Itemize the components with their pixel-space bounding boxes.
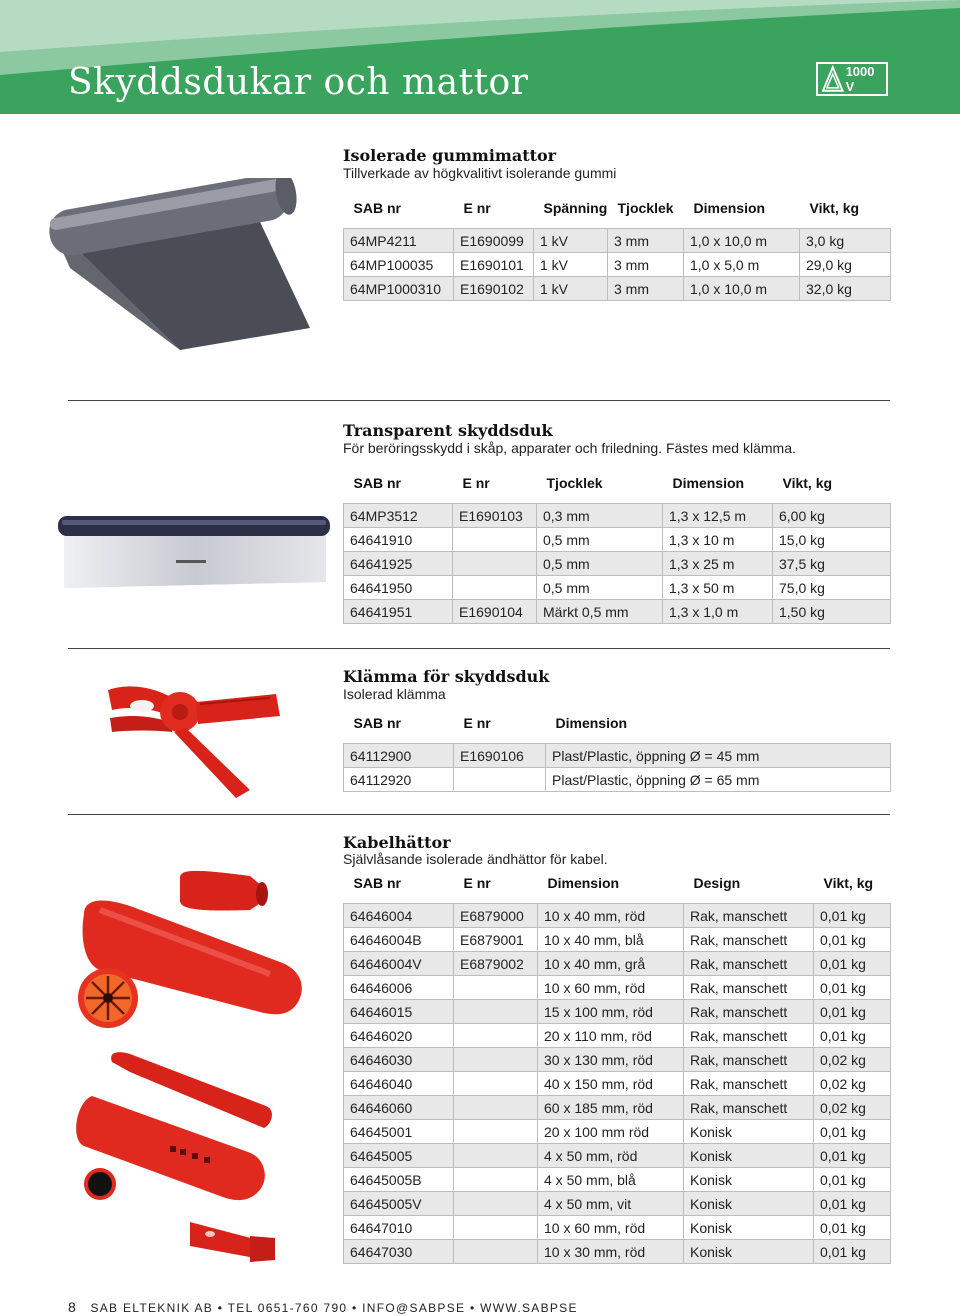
table-cell: 10 x 40 mm, röd	[538, 904, 684, 928]
table-cell	[454, 1144, 538, 1168]
table-cell: 64646040	[344, 1072, 454, 1096]
table-row	[344, 1024, 891, 1048]
voltage-label: 1000 V	[845, 64, 875, 94]
table-cell	[454, 768, 546, 792]
table-cell: Märkt 0,5 mm	[537, 600, 663, 624]
table-cell: Rak, manschett	[684, 904, 814, 928]
table-cell: 1,50 kg	[773, 600, 891, 624]
table-cell: 3,0 kg	[800, 229, 891, 253]
column-header: Vikt, kg	[809, 200, 860, 216]
table-cell: Rak, manschett	[684, 1000, 814, 1024]
table-cell: 0,01 kg	[814, 1000, 891, 1024]
spec-table-gummimattor	[343, 200, 891, 301]
table-row	[344, 277, 891, 301]
table-cell: 0,01 kg	[814, 1168, 891, 1192]
table-cell: 1,0 x 10,0 m	[684, 229, 800, 253]
table-cell: 10 x 30 mm, röd	[538, 1240, 684, 1264]
table-cell	[454, 1168, 538, 1192]
page-title: Skyddsdukar och mattor	[68, 62, 529, 103]
table-cell: E1690102	[454, 277, 534, 301]
table-cell: Rak, manschett	[684, 928, 814, 952]
table-cell: 3 mm	[608, 277, 684, 301]
table-row	[344, 229, 891, 253]
table-cell	[454, 1120, 538, 1144]
rubber-mat-image	[30, 178, 320, 356]
table-row	[344, 1168, 891, 1192]
column-header: Tjocklek	[546, 475, 603, 491]
column-header: Vikt, kg	[782, 475, 833, 491]
table-row	[344, 576, 891, 600]
table-cell	[453, 528, 537, 552]
table-cell	[454, 1216, 538, 1240]
table-cell	[453, 552, 537, 576]
section-title-skyddsduk: Transparent skyddsduk	[343, 421, 553, 440]
table-cell: 64112920	[344, 768, 454, 792]
table-cell	[454, 1000, 538, 1024]
table-cell: 64646004V	[344, 952, 454, 976]
table-cell: 0,02 kg	[814, 1072, 891, 1096]
table-cell: 64MP4211	[344, 229, 454, 253]
table-row	[344, 976, 891, 1000]
table-cell	[454, 1192, 538, 1216]
table-row	[344, 904, 891, 928]
table-cell: 64646060	[344, 1096, 454, 1120]
table-row	[344, 1144, 891, 1168]
table-row	[344, 1216, 891, 1240]
table-row	[344, 1072, 891, 1096]
table-cell: 64641910	[344, 528, 453, 552]
table-row	[344, 1000, 891, 1024]
spec-table-kabelhattor	[343, 875, 891, 1264]
table-cell: 64641925	[344, 552, 453, 576]
table-cell: 0,5 mm	[537, 576, 663, 600]
table-cell: 0,3 mm	[537, 504, 663, 528]
table-cell	[454, 976, 538, 1000]
table-cell: Konisk	[684, 1120, 814, 1144]
table-cell: 1,3 x 25 m	[663, 552, 773, 576]
table-cell: Rak, manschett	[684, 952, 814, 976]
table-cell: 0,02 kg	[814, 1096, 891, 1120]
table-cell: E1690104	[453, 600, 537, 624]
column-header: Dimension	[693, 200, 766, 216]
table-cell: 75,0 kg	[773, 576, 891, 600]
section-title-gummimattor: Isolerade gummimattor	[343, 146, 557, 165]
table-row	[344, 528, 891, 552]
table-row	[344, 768, 891, 792]
table-row	[344, 928, 891, 952]
column-header: E nr	[463, 200, 491, 216]
table-cell: 64645005B	[344, 1168, 454, 1192]
table-cell: 1,3 x 12,5 m	[663, 504, 773, 528]
table-cell: E1690101	[454, 253, 534, 277]
table-cell: 0,01 kg	[814, 1192, 891, 1216]
table-cell: 15 x 100 mm, röd	[538, 1000, 684, 1024]
table-cell: 10 x 60 mm, röd	[538, 976, 684, 1000]
table-cell: Plast/Plastic, öppning Ø = 45 mm	[546, 744, 891, 768]
table-cell: 64646004	[344, 904, 454, 928]
table-cell: 64MP1000310	[344, 277, 454, 301]
section-divider	[68, 400, 890, 401]
table-row	[344, 1192, 891, 1216]
table-row	[344, 504, 891, 528]
table-cell: E1690099	[454, 229, 534, 253]
table-cell: 30 x 130 mm, röd	[538, 1048, 684, 1072]
table-cell: 64646030	[344, 1048, 454, 1072]
section-subtitle-kabelhattor: Självlåsande isolerade ändhättor för kabel.	[343, 851, 608, 867]
table-cell: Konisk	[684, 1192, 814, 1216]
table-cell: 40 x 150 mm, röd	[538, 1072, 684, 1096]
column-header: Spänning	[543, 200, 608, 216]
table-cell: 32,0 kg	[800, 277, 891, 301]
table-cell: 0,01 kg	[814, 952, 891, 976]
table-row	[344, 1240, 891, 1264]
table-cell: 20 x 110 mm, röd	[538, 1024, 684, 1048]
table-cell: E1690106	[454, 744, 546, 768]
kabelhattor-table-body	[344, 904, 891, 1264]
table-cell: Konisk	[684, 1240, 814, 1264]
table-cell: 0,01 kg	[814, 1120, 891, 1144]
table-cell: 1 kV	[534, 229, 608, 253]
table-cell: 29,0 kg	[800, 253, 891, 277]
table-cell: 0,01 kg	[814, 1024, 891, 1048]
table-cell: Konisk	[684, 1168, 814, 1192]
table-cell: E1690103	[453, 504, 537, 528]
table-cell	[454, 1096, 538, 1120]
table-cell: 64MP100035	[344, 253, 454, 277]
column-header: SAB nr	[353, 475, 401, 491]
table-cell: 64641950	[344, 576, 453, 600]
table-cell: 37,5 kg	[773, 552, 891, 576]
section-title-klamma: Klämma för skyddsduk	[343, 667, 550, 686]
cable-caps-image	[70, 866, 335, 1271]
table-cell	[454, 1072, 538, 1096]
transparent-sheet-image	[58, 508, 330, 590]
section-subtitle-skyddsduk: För beröringsskydd i skåp, apparater och friledning. Fästes med klämma.	[343, 440, 796, 456]
table-cell: 10 x 40 mm, blå	[538, 928, 684, 952]
table-cell: 64645005	[344, 1144, 454, 1168]
column-header: E nr	[463, 875, 491, 891]
table-row	[344, 952, 891, 976]
table-cell: 1,0 x 5,0 m	[684, 253, 800, 277]
page-number: 8	[68, 1299, 76, 1315]
table-cell: 60 x 185 mm, röd	[538, 1096, 684, 1120]
footer-contact: SAB ELTEKNIK AB • TEL 0651-760 790 • INFO@SABPSE • WWW.SABPSE	[90, 1301, 578, 1315]
table-cell: 64MP3512	[344, 504, 453, 528]
table-cell: 0,5 mm	[537, 552, 663, 576]
column-header: Design	[693, 875, 741, 891]
table-cell: 64645001	[344, 1120, 454, 1144]
table-cell	[454, 1048, 538, 1072]
column-header: Dimension	[672, 475, 745, 491]
column-header: Vikt, kg	[823, 875, 874, 891]
table-cell: 15,0 kg	[773, 528, 891, 552]
table-row	[344, 253, 891, 277]
table-row	[344, 1096, 891, 1120]
table-cell: 64646015	[344, 1000, 454, 1024]
table-cell: 64647010	[344, 1216, 454, 1240]
table-cell: 1,3 x 1,0 m	[663, 600, 773, 624]
table-cell: 4 x 50 mm, röd	[538, 1144, 684, 1168]
table-cell: Rak, manschett	[684, 1024, 814, 1048]
table-cell: Rak, manschett	[684, 976, 814, 1000]
page-footer	[68, 1299, 578, 1315]
column-header: SAB nr	[353, 200, 401, 216]
table-cell: E6879001	[454, 928, 538, 952]
table-cell: 0,02 kg	[814, 1048, 891, 1072]
table-cell: 1,3 x 50 m	[663, 576, 773, 600]
table-cell: E6879000	[454, 904, 538, 928]
table-cell: Plast/Plastic, öppning Ø = 65 mm	[546, 768, 891, 792]
table-cell: 3 mm	[608, 229, 684, 253]
table-cell: Konisk	[684, 1216, 814, 1240]
table-cell: 10 x 60 mm, röd	[538, 1216, 684, 1240]
table-cell: 64646006	[344, 976, 454, 1000]
table-cell: 64641951	[344, 600, 453, 624]
clamp-image	[100, 680, 285, 802]
table-cell	[454, 1240, 538, 1264]
table-cell: 3 mm	[608, 253, 684, 277]
table-row	[344, 1048, 891, 1072]
table-cell: 64646020	[344, 1024, 454, 1048]
section-subtitle-gummimattor: Tillverkade av högkvalitivt isolerande gummi	[343, 165, 617, 181]
table-row	[344, 1120, 891, 1144]
table-cell: 20 x 100 mm röd	[538, 1120, 684, 1144]
table-row	[344, 552, 891, 576]
table-cell: Konisk	[684, 1144, 814, 1168]
table-cell	[454, 1024, 538, 1048]
table-cell: Rak, manschett	[684, 1072, 814, 1096]
table-cell: Rak, manschett	[684, 1048, 814, 1072]
column-header: E nr	[463, 715, 491, 731]
section-title-kabelhattor: Kabelhättor	[343, 833, 451, 852]
table-cell: 64645005V	[344, 1192, 454, 1216]
spec-table-klamma	[343, 715, 891, 792]
column-header: Tjocklek	[617, 200, 674, 216]
table-cell: 0,01 kg	[814, 904, 891, 928]
section-divider	[68, 648, 890, 649]
warning-triangle-icon	[822, 65, 844, 93]
table-cell: 6,00 kg	[773, 504, 891, 528]
table-cell: 0,01 kg	[814, 976, 891, 1000]
table-cell: 1 kV	[534, 277, 608, 301]
table-cell: 1,3 x 10 m	[663, 528, 773, 552]
table-cell: 64112900	[344, 744, 454, 768]
column-header: SAB nr	[353, 715, 401, 731]
table-cell: 1 kV	[534, 253, 608, 277]
table-cell: 4 x 50 mm, vit	[538, 1192, 684, 1216]
table-cell: 0,01 kg	[814, 928, 891, 952]
voltage-badge	[816, 62, 888, 96]
table-cell: 0,01 kg	[814, 1216, 891, 1240]
spec-table-skyddsduk	[343, 475, 891, 624]
table-cell: 0,01 kg	[814, 1144, 891, 1168]
table-cell: 64646004B	[344, 928, 454, 952]
table-cell: 10 x 40 mm, grå	[538, 952, 684, 976]
column-header: Dimension	[547, 875, 620, 891]
table-cell	[453, 576, 537, 600]
table-row	[344, 600, 891, 624]
table-cell: 1,0 x 10,0 m	[684, 277, 800, 301]
column-header: Dimension	[555, 715, 628, 731]
section-divider	[68, 814, 890, 815]
table-row	[344, 744, 891, 768]
column-header: SAB nr	[353, 875, 401, 891]
column-header: E nr	[462, 475, 490, 491]
table-cell: 0,5 mm	[537, 528, 663, 552]
table-cell: 0,01 kg	[814, 1240, 891, 1264]
section-subtitle-klamma: Isolerad klämma	[343, 686, 446, 702]
table-cell: 64647030	[344, 1240, 454, 1264]
table-cell: Rak, manschett	[684, 1096, 814, 1120]
table-cell: E6879002	[454, 952, 538, 976]
table-cell: 4 x 50 mm, blå	[538, 1168, 684, 1192]
page-header	[0, 0, 960, 114]
